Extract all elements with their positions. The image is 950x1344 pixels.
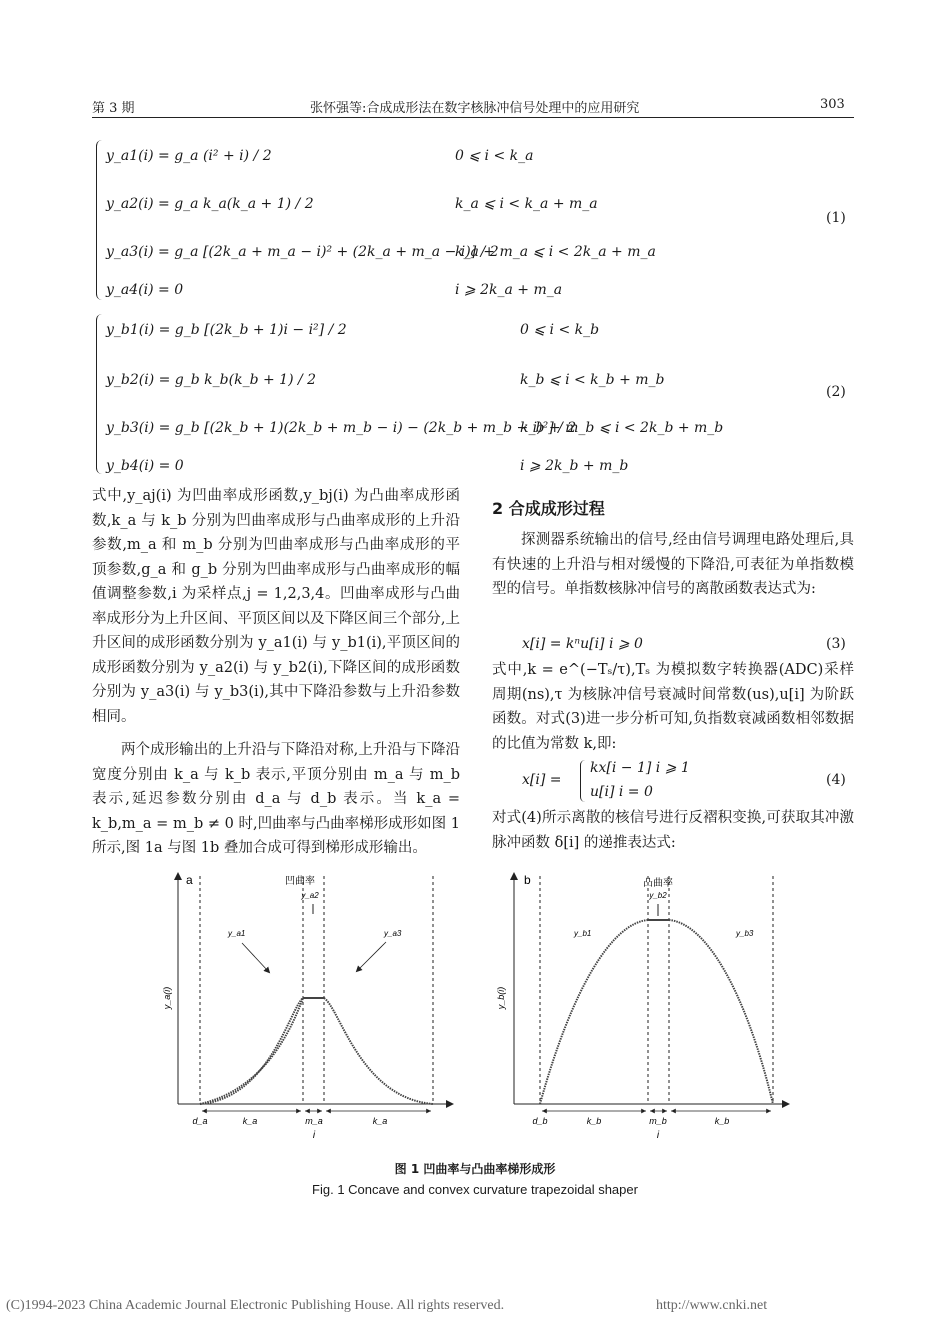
equation4-brace: [580, 760, 587, 802]
equation4-row2: u[i] i = 0: [590, 784, 653, 800]
issue-number: 第 3 期: [92, 101, 135, 116]
equation2-row3-condition: k_b + m_b ⩽ i < 2k_b + m_b: [520, 420, 724, 436]
section-title: 2 合成成形过程: [492, 499, 605, 518]
equation1-row3: y_a3(i) = g_a [(2k_a + m_a − i)² + (2k_a + m_a − i)] / 2: [106, 244, 499, 260]
x-mark-delay: d_a: [192, 1116, 208, 1126]
curve-rise-a1: [200, 998, 303, 1104]
equation2-row2: y_b2(i) = g_b k_b(k_b + 1) / 2: [106, 372, 317, 388]
equation2-number: (2): [826, 384, 846, 400]
equation4-row1: kx[i − 1] i ⩾ 1: [590, 760, 690, 776]
panel-a-label: a: [186, 873, 193, 887]
x-mark-flat: m_b: [649, 1116, 667, 1126]
header-rule: [92, 117, 854, 118]
x-mark-fall: k_b: [714, 1116, 730, 1126]
figure-1a: [160, 868, 460, 1158]
x-mark-delay: d_b: [532, 1116, 548, 1126]
running-title: 张怀强等:合成成形法在数字核脉冲信号处理中的应用研究: [310, 101, 640, 116]
left-curve-label: y_a1: [228, 929, 246, 938]
panel-b-label: b: [524, 873, 531, 887]
panel-b-top-label: 凸曲率: [643, 878, 673, 889]
equation1-row4: y_a4(i) = 0: [106, 282, 184, 298]
equation3: x[i] = kⁿu[i] i ⩾ 0: [522, 636, 643, 652]
equation4-lhs: x[i] =: [522, 772, 562, 788]
equation2-row3: y_b3(i) = g_b [(2k_b + 1)(2k_b + m_b − i) − (2k_b + m_b − i)²] / 2: [106, 420, 577, 436]
equation2-row2-condition: k_b ⩽ i < k_b + m_b: [520, 372, 665, 388]
equation3-number: (3): [826, 636, 846, 652]
x-mark-rise: k_a: [242, 1116, 258, 1126]
x-axis-label: i: [312, 1130, 316, 1141]
equation1-row1-condition: 0 ⩽ i < k_a: [455, 148, 534, 164]
equation2-row4: y_b4(i) = 0: [106, 458, 184, 474]
curve-rise-b1: [540, 920, 648, 1104]
right-paragraph-1: 探测器系统输出的信号,经由信号调理电路处理后,具有快速的上升沿与相对缓慢的下降沿,可表征为单指数模型的信号。单指数核脉冲信号的离散函数表达式为:: [492, 532, 854, 597]
equation2-brace: [96, 314, 105, 474]
left-paragraph-2: 两个成形输出的上升沿与下降沿对称,上升沿与下降沿宽度分别由 k_a 与 k_b 表示,平顶分别由 m_a 与 m_b 表示,延迟参数分别由 d_a 与 d_b 表示。当 k_a = k_b,m_a = m_b ≠ 0 时,凹曲率与凸曲率梯形成形如图 1 所示,图 1a 与图 1b 叠加合成可得到梯形成形输出。: [92, 742, 460, 856]
left-curve-label: y_b1: [574, 929, 592, 938]
right-paragraph-2: 式中,k = e^(−Tₛ/τ),Tₛ 为模拟数字转换器(ADC)采样周期(ns),τ 为核脉冲信号衰减时间常数(us),u[i] 为阶跃函数。对式(3)进一步分析可知,负指数衰减函数相邻数据的比值为常数 k,即:: [492, 662, 854, 752]
right-curve-label: y_a3: [384, 929, 402, 938]
panel-b-top-segment-label: y_b2: [649, 891, 667, 900]
equation1-number: (1): [826, 210, 846, 226]
footer-copyright: (C)1994-2023 China Academic Journal Electronic Publishing House. All rights reserved.: [6, 1298, 505, 1313]
equation1-row1: y_a1(i) = g_a (i² + i) / 2: [106, 148, 272, 164]
page-number: 303: [820, 97, 845, 112]
curve-fall-a3: [324, 998, 433, 1104]
figure-caption-cn: 图 1 凹曲率与凸曲率梯形成形: [394, 1162, 556, 1176]
left-curve-pointer: [242, 943, 268, 971]
equation2-row1-condition: 0 ⩽ i < k_b: [520, 322, 600, 338]
right-paragraph-3: 对式(4)所示离散的核信号进行反褶积变换,可获取其冲激脉冲函数 δ[i] 的递推表达式:: [492, 810, 854, 851]
equation1-row2: y_a2(i) = g_a k_a(k_a + 1) / 2: [106, 196, 314, 212]
x-mark-fall: k_a: [372, 1116, 388, 1126]
equation1-row2-condition: k_a ⩽ i < k_a + m_a: [455, 196, 598, 212]
equation1-row4-condition: i ⩾ 2k_a + m_a: [455, 282, 563, 298]
x-mark-rise: k_b: [586, 1116, 602, 1126]
left-paragraph-1: 式中,y_aj(i) 为凹曲率成形函数,y_bj(i) 为凸曲率成形函数,k_a 与 k_b 分别为凹曲率成形与凸曲率成形的上升沿参数,m_a 和 m_b 分别为凹曲率成形与凸曲率成形的平顶参数,g_a 和 g_b 分别为凹曲率成形与凸曲率成形的幅值调整参数,i 为采样点,j = 1,2,3,4。凹曲率成形与凸曲率成形分为上升区间、平顶区间以及下降区间三个部分,上升区间的成形函数分别为 y_a1(i) 与 y_b1(i),平顶区间的成形函数分别为 y_a2(i) 与 y_b2(i),下降区间的成形函数分别为 y_a3(i) 与 y_b3(i),其中下降沿参数与上升沿参数相同。: [92, 488, 460, 725]
y-axis-label: y_b(i): [496, 986, 506, 1010]
equation4-number: (4): [826, 772, 846, 788]
figure-caption-en: Fig. 1 Concave and convex curvature trapezoidal shaper: [312, 1182, 638, 1197]
equation1-brace: [96, 140, 105, 300]
right-curve-pointer: [358, 942, 386, 970]
right-curve-label: y_b3: [736, 929, 754, 938]
equation2-row1: y_b1(i) = g_b [(2k_b + 1)i − i²] / 2: [106, 322, 347, 338]
curve-fall-b3: [669, 920, 773, 1104]
curve-rise-a1-smooth: [200, 998, 303, 1104]
equation2-row4-condition: i ⩾ 2k_b + m_b: [520, 458, 629, 474]
x-axis-label: i: [656, 1130, 660, 1141]
panel-a-top-label: 凹曲率: [285, 876, 315, 887]
footer-url[interactable]: http://www.cnki.net: [656, 1298, 768, 1313]
y-axis-label: y_a(i): [162, 986, 172, 1010]
figure-1b: [492, 868, 792, 1158]
equation1-row3-condition: k_a + m_a ⩽ i < 2k_a + m_a: [455, 244, 656, 260]
panel-a-top-segment-label: y_a2: [301, 891, 319, 900]
x-mark-flat: m_a: [305, 1116, 323, 1126]
